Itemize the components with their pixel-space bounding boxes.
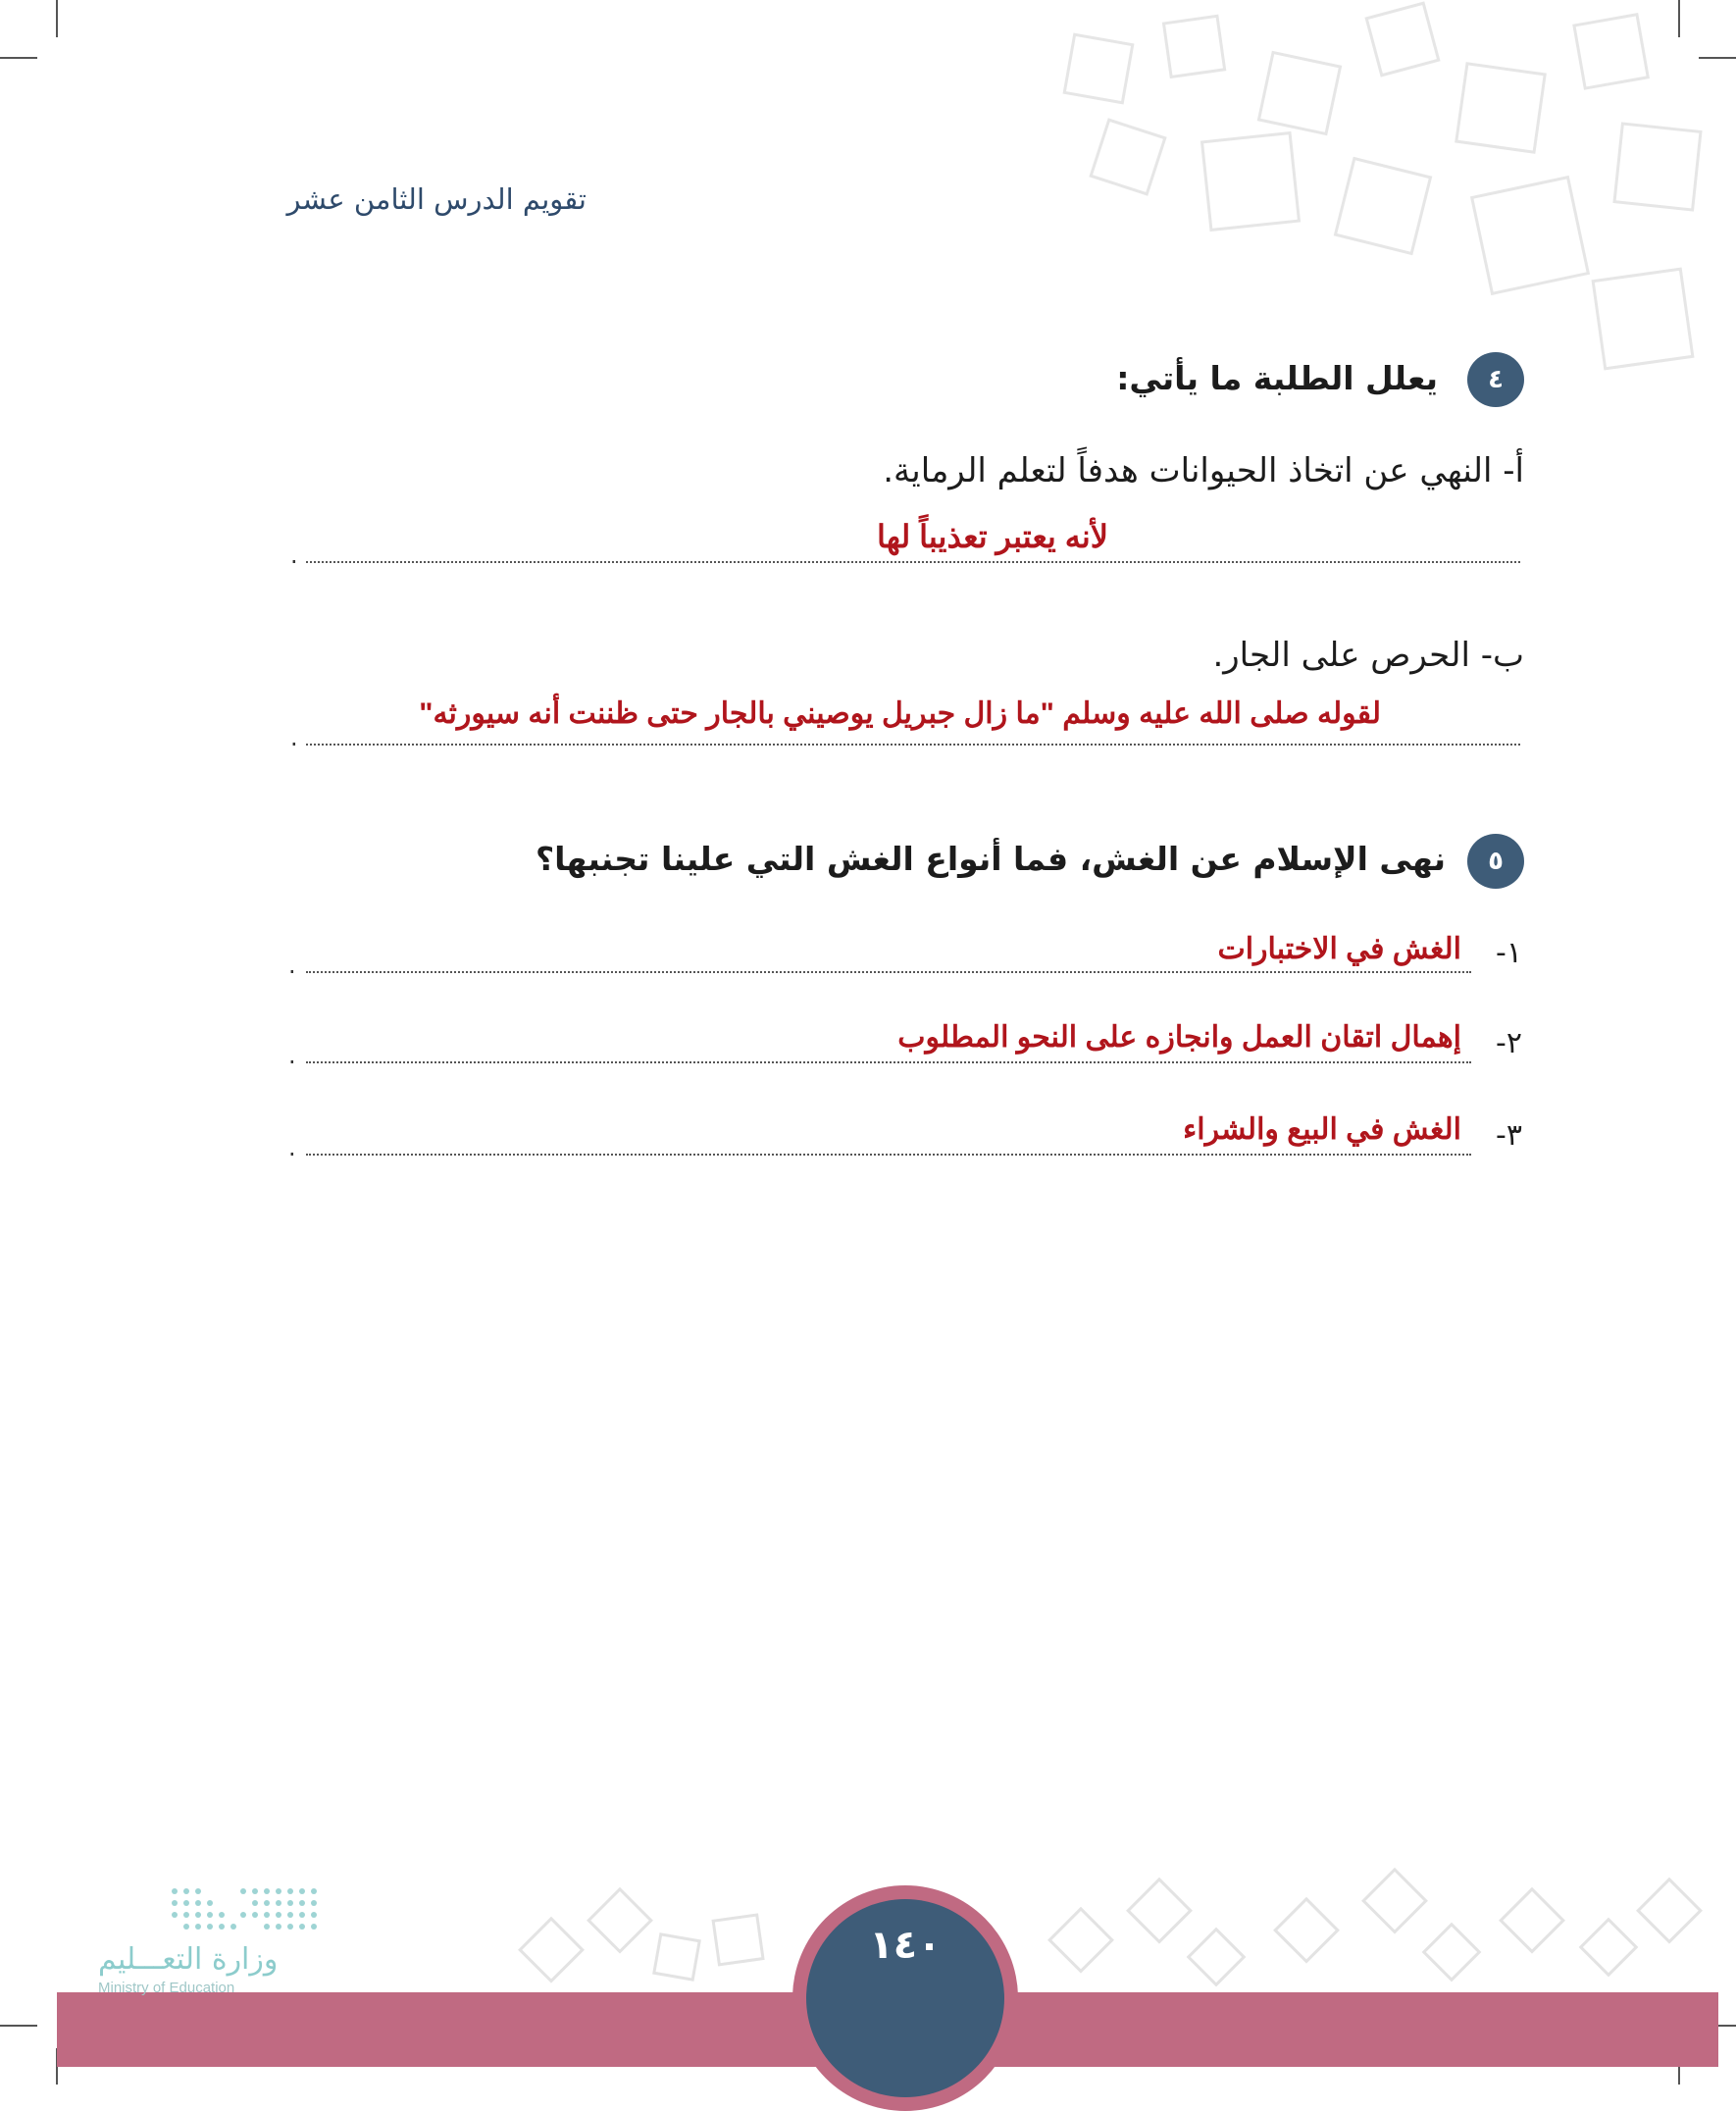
question-number-badge: ٤ — [1467, 352, 1524, 407]
answer-4a: لأنه يعتبر تعذيباً لها — [877, 519, 1108, 554]
item-number: ٢- — [1496, 1026, 1522, 1060]
answer-5-item-2: إهمال اتقان العمل وانجازه على النحو المطلوب — [897, 1021, 1461, 1054]
answer-5-item-3: الغش في البيع والشراء — [1183, 1113, 1461, 1146]
answer-line — [306, 971, 1471, 973]
answer-line — [306, 561, 1520, 563]
question-4b-label: ب- الحرص على الجار. — [1212, 636, 1524, 675]
question-4-text: يعلل الطلبة ما يأتي: — [1116, 359, 1438, 397]
question-5-text: نهى الإسلام عن الغش، فما أنواع الغش التي علينا تجنبها؟ — [536, 840, 1446, 878]
item-number: ٣- — [1496, 1118, 1522, 1153]
ministry-logo-text: وزارة التعـــليم — [98, 1942, 279, 1977]
answer-line — [306, 1061, 1471, 1063]
line-end-dot: . — [290, 724, 298, 751]
answer-line — [306, 744, 1520, 746]
ministry-logo-subtext: Ministry of Education — [98, 1980, 235, 1996]
line-end-dot: . — [288, 1042, 296, 1069]
line-end-dot: . — [288, 1134, 296, 1161]
question-number-badge: ٥ — [1467, 834, 1524, 889]
footer-decorative-pattern — [510, 1859, 1716, 1996]
crop-mark — [0, 57, 37, 59]
item-number: ١- — [1496, 936, 1522, 970]
answer-5-item-1: الغش في الاختبارات — [1217, 933, 1461, 965]
line-end-dot: . — [290, 541, 298, 569]
page-title: تقويم الدرس الثامن عشر — [286, 182, 587, 216]
crop-mark — [56, 0, 58, 37]
page-number: ١٤٠ — [869, 1923, 942, 1968]
decorative-pattern — [991, 0, 1736, 412]
answer-4b: لقوله صلى الله عليه وسلم "ما زال جبريل يوصيني بالجار حتى ظننت أنه سيورثه" — [419, 697, 1381, 730]
answer-line — [306, 1154, 1471, 1156]
line-end-dot: . — [288, 952, 296, 979]
crop-mark — [0, 2025, 37, 2027]
question-4a-label: أ- النهي عن اتخاذ الحيوانات هدفاً لتعلم الرماية. — [883, 451, 1524, 490]
